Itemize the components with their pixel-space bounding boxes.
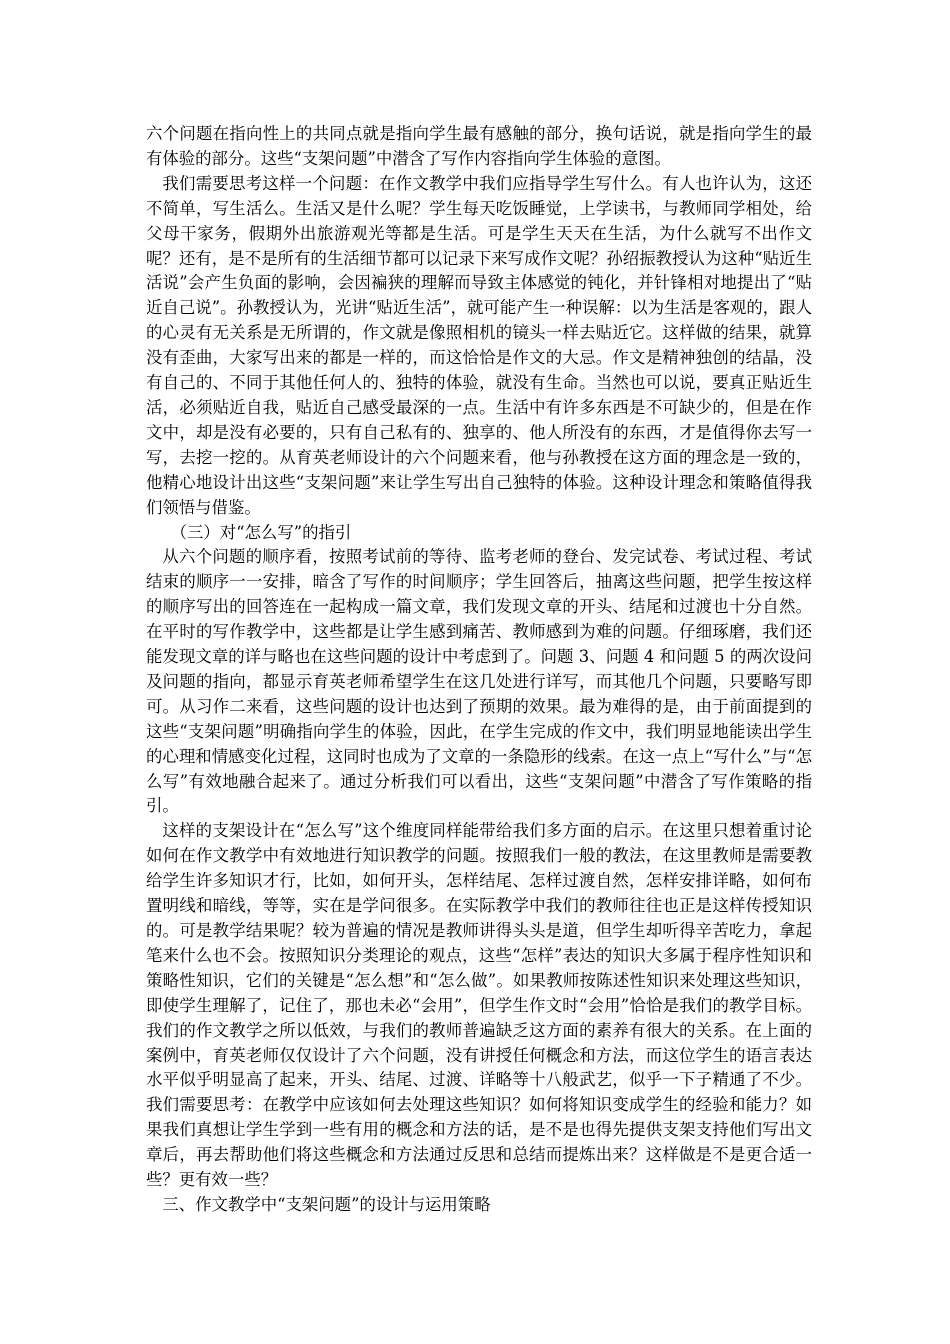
- paragraph-1: 六个问题在指向性上的共同点就是指向学生最有感触的部分，换句话说，就是指向学生的最有体验的部分。这些“支架问题”中潜含了写作内容指向学生体验的意图。: [146, 124, 812, 168]
- section-heading-strategies: 三、作文教学中“支架问题”的设计与运用策略: [162, 1194, 491, 1214]
- paragraph-4: 从六个问题的顺序看，按照考试前的等待、监考老师的登台、发完试卷、考试过程、考试结束的顺序一一安排，暗含了写作的时间顺序；学生回答后，抽离这些问题，把学生按这样的顺序写出的回答连在一起构成一篇文章，我们发现文章的开头、结尾和过渡也十分自然。在平时的写作教学中，这些都是让学生感到痛苦、教师感到为难的问题。仔细琢磨，我们还能发现文章的详与略也在这些问题的设计中考虑到了。问题 3、问题 4 和问题 5 的两次设问及问题的指向，都显示育英老师希望学生在这几处进行详写，而其他几个问题，只要略写即可。从习作二来看，这些问题的设计也达到了预期的效果。最为难得的是，由于前面提到的这些“支架问题”明确指向学生的体验，因此，在学生完成的作文中，我们明显地能读出学生的心理和情感变化过程，这同时也成为了文章的一条隐形的线索。在这一点上“写什么”与“怎么写”有效地融合起来了。通过分析我们可以看出，这些“支架问题”中潜含了写作策略的指引。: [146, 547, 812, 816]
- section-heading-how-to-write: （三）对“怎么写”的指引: [170, 522, 352, 542]
- paragraph-2: 我们需要思考这样一个问题：在作文教学中我们应指导学生写什么。有人也许认为，这还不简单，写生活么。生活又是什么呢？学生每天吃饭睡觉，上学读书，与教师同学相处，给父母干家务，假期外出旅游观光等都是生活。可是学生天天在生活，为什么就写不出作文呢？还有，是不是所有的生活细节都可以记录下来写成作文呢？孙绍振教授认为这种“贴近生活说”会产生负面的影响，会因褊狭的理解而导致主体感觉的钝化，并针锋相对地提出了“贴近自己说”。孙教授认为，光讲“贴近生活”，就可能产生一种误解：以为生活是客观的，跟人的心灵有无关系是无所谓的，作文就是像照相机的镜头一样去贴近它。这样做的结果，就算没有歪曲，大家写出来的都是一样的，而这恰恰是作文的大忌。作文是精神独创的结晶，没有自己的、不同于其他任何人的、独特的体验，就没有生命。当然也可以说，要真正贴近生活，必须贴近自我，贴近自己感受最深的一点。生活中有许多东西是不可缺少的，但是在作文中，却是没有必要的，只有自己私有的、独享的、他人所没有的东西，才是值得你去写一写，去挖一挖的。从育英老师设计的六个问题来看，他与孙教授在这方面的理念是一致的，他精心地设计出这些“支架问题”来让学生写出自己独特的体验。这种设计理念和策略值得我们领悟与借鉴。: [146, 173, 812, 517]
- paragraph-5: 这样的支架设计在“怎么写”这个维度同样能带给我们多方面的启示。在这里只想着重讨论如何在作文教学中有效地进行知识教学的问题。按照我们一般的教法，在这里教师是需要教给学生许多知识才行，比如，如何开头，怎样结尾、怎样过渡自然，怎样安排详略，如何布置明线和暗线，等等，实在是学问很多。在实际教学中我们的教师往往也正是这样传授知识的。可是教学结果呢？较为普遍的情况是教师讲得头头是道，但学生却听得辛苦吃力，拿起笔来什么也不会。按照知识分类理论的观点，这些“怎样”表达的知识大多属于程序性知识和策略性知识，它们的关键是“怎么想”和“怎么做”。如果教师按陈述性知识来处理这些知识，即使学生理解了，记住了，那也未必“会用”，但学生作文时“会用”恰恰是我们的教学目标。我们的作文教学之所以低效，与我们的教师普遍缺乏这方面的素养有很大的关系。在上面的案例中，育英老师仅仅设计了六个问题，没有讲授任何概念和方法，而这位学生的语言表达水平似乎明显高了起来，开头、结尾、过渡、详略等十八般武艺，似乎一下子精通了不少。我们需要思考：在教学中应该如何去处理这些知识？如何将知识变成学生的经验和能力？如果我们真想让学生学到一些有用的概念和方法的话，是不是也得先提供支架支持他们写出文章后，再去帮助他们将这些概念和方法通过反思和总结而提炼出来？这样做是不是更合适一些？更有效一些？: [146, 821, 812, 1190]
- document-body: [146, 122, 812, 1218]
